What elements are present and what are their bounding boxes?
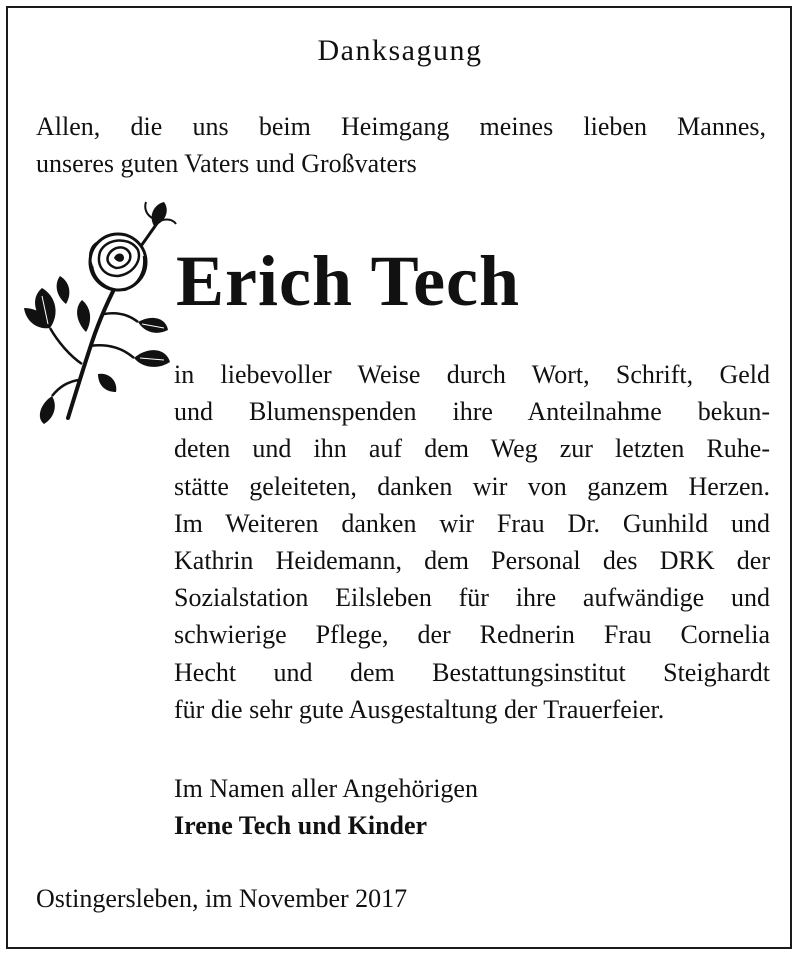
intro-line: unseres guten Vaters und Großvaters <box>36 149 417 178</box>
deceased-name: Erich Tech <box>176 241 521 321</box>
notice-heading: Danksagung <box>317 34 483 67</box>
closing-block <box>174 770 478 844</box>
body-line: in liebevoller Weise durch Wort, Schrift, Geld <box>174 360 770 389</box>
intro-text <box>36 108 766 182</box>
body-line: stätte geleiteten, danken wir von ganzem Herzen. <box>174 471 770 501</box>
body-line: schwierige Pflege, der Rednerin Frau Cornelia <box>174 620 770 650</box>
rose-illustration-icon <box>20 196 180 426</box>
body-line: Sozialstation Eilsleben für ihre aufwändige und <box>174 583 770 613</box>
closing-line: Im Namen aller Angehörigen <box>174 774 478 803</box>
body-line: Kathrin Heidemann, dem Personal des DRK der <box>174 546 770 576</box>
intro-line: Allen, die uns beim Heimgang meines lieben Mannes, <box>36 112 766 141</box>
thanks-body <box>174 356 770 728</box>
body-line: Im Weiteren danken wir Frau Dr. Gunhild und <box>174 508 770 538</box>
body-line: Hecht und dem Bestattungsinstitut Steighardt <box>174 657 770 687</box>
body-line: für die sehr gute Ausgestaltung der Trauerfeier. <box>174 694 665 724</box>
place-date: Ostingersleben, im November 2017 <box>36 884 408 913</box>
body-line: deten und ihn auf dem Weg zur letzten Ruhe- <box>174 434 770 464</box>
body-line: und Blumenspenden ihre Anteilnahme bekun- <box>174 397 770 427</box>
signer-name: Irene Tech und Kinder <box>174 811 428 840</box>
